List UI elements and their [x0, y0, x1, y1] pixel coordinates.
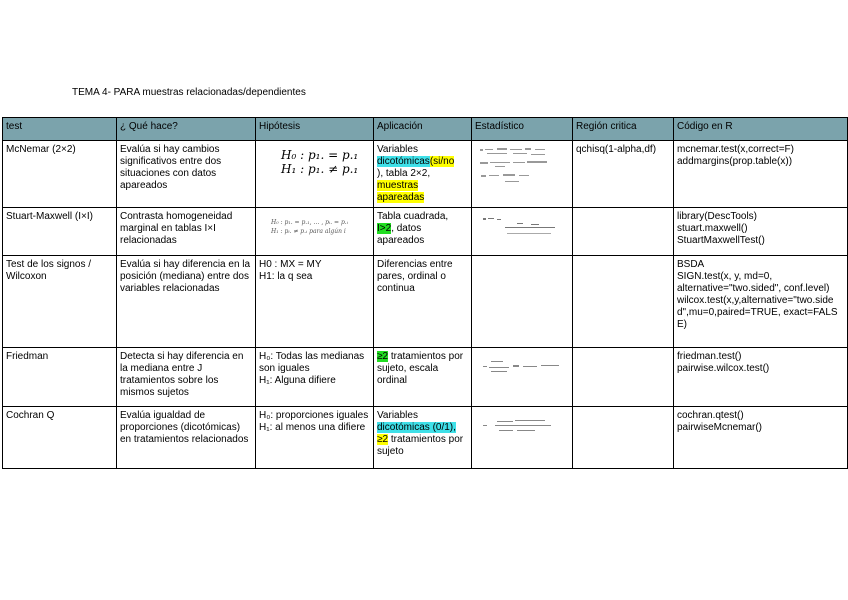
cell-aplicacion: [374, 407, 472, 469]
header-codigo-r: Código en R: [674, 118, 848, 141]
highlight-dicotomicas-01: dicotómicas (0/1),: [377, 422, 456, 433]
cell-que-hace: Contrasta homogeneidad marginal en tablas I×I relacionadas: [117, 208, 256, 256]
cell-estadistico: [472, 407, 573, 469]
code-line: stuart.maxwell(): [677, 223, 748, 234]
hypothesis-line: H₁: Alguna difiere: [259, 375, 336, 386]
hypothesis-h0-formula: H₀ : p₁. = p.₁, … , pᵢ. = p.ᵢ: [271, 219, 348, 226]
code-line: pairwise.wilcox.test(): [677, 363, 770, 374]
highlight-geq-2: ≥2: [377, 351, 389, 362]
cell-hipotesis: [256, 256, 374, 348]
table-row-cochran-q: [3, 407, 848, 469]
table-header-row: [3, 118, 848, 141]
cell-region-critica: [573, 208, 674, 256]
hypothesis-h0-formula: H₀ : p₁. = p.₁: [281, 148, 359, 162]
header-region-critica: Región critica: [573, 118, 674, 141]
hypothesis-line: H1: la q sea: [259, 271, 313, 282]
aplicacion-text: tratamientos por sujeto: [377, 434, 464, 457]
code-line: library(DescTools): [677, 211, 758, 222]
header-test: test: [3, 118, 117, 141]
code-line: mcnemar.test(x,correct=F): [677, 144, 794, 155]
cell-que-hace: Evalúa si hay diferencia en la posición (mediana) entre dos variables relacionadas: [117, 256, 256, 348]
header-hipotesis: Hipótesis: [256, 118, 374, 141]
code-line: SIGN.test(x, y, md=0, alternative="two.sided", conf.level): [677, 271, 830, 294]
cell-region-critica: qchisq(1-alpha,df): [573, 141, 674, 208]
formula-cochran-q-image: [475, 412, 569, 442]
hypothesis-line: H0 : MX = MY: [259, 259, 322, 270]
formula-mcnemar-image: [475, 146, 569, 188]
highlight-i-mayor-2: I>2: [377, 223, 392, 234]
highlight-si-no: (si/no: [429, 156, 455, 167]
cell-region-critica: [573, 407, 674, 469]
tests-table: [2, 117, 848, 469]
highlight-apareadas: apareadas: [377, 192, 425, 203]
aplicacion-text: Variables: [377, 144, 418, 155]
code-line: wilcox.test(x,y,alternative="two.sided",mu=0,paired=TRUE, exact=FALSE): [677, 295, 838, 330]
hypothesis-line: H₁: al menos una difiere: [259, 422, 366, 433]
formula-stuart-maxwell-image: [475, 213, 569, 245]
cell-estadistico: [472, 141, 573, 208]
table-row-signos-wilcoxon: [3, 256, 848, 348]
cell-region-critica: [573, 348, 674, 407]
table-row-stuart-maxwell: [3, 208, 848, 256]
aplicacion-text: Variables: [377, 410, 418, 421]
code-line: StuartMaxwellTest(): [677, 235, 765, 246]
cell-codigo: [674, 348, 848, 407]
hypothesis-h1-formula: H₁ : pᵢ. ≠ p.ᵢ para algún i: [271, 228, 346, 235]
code-line: friedman.test(): [677, 351, 742, 362]
formula-friedman-image: [475, 353, 569, 381]
document-title: TEMA 4- PARA muestras relacionadas/dependientes: [72, 87, 306, 98]
cell-codigo: [674, 407, 848, 469]
cell-hipotesis: [256, 348, 374, 407]
highlight-dicotomicas: dicotómicas: [377, 156, 430, 167]
cell-estadistico: [472, 208, 573, 256]
cell-aplicacion: Diferencias entre pares, ordinal o continua: [374, 256, 472, 348]
cell-test: Test de los signos / Wilcoxon: [3, 256, 117, 348]
hypothesis-h1-formula: H₁ : p₁. ≠ p.₁: [281, 162, 359, 176]
cell-codigo: [674, 208, 848, 256]
table-row-friedman: [3, 348, 848, 407]
hypothesis-line: H₀: Todas las medianas son iguales: [259, 351, 365, 374]
cell-que-hace: Detecta si hay diferencia en la mediana entre J tratamientos sobre los mismos sujetos: [117, 348, 256, 407]
cell-que-hace: Evalúa igualdad de proporciones (dicotómicas) en tratamientos relacionados: [117, 407, 256, 469]
cell-test: Stuart-Maxwell (I×I): [3, 208, 117, 256]
cell-aplicacion: [374, 208, 472, 256]
hypothesis-line: H₀: proporciones iguales: [259, 410, 369, 421]
highlight-muestras: muestras: [377, 180, 419, 191]
aplicacion-text: , datos apareados: [377, 223, 425, 246]
cell-aplicacion: [374, 141, 472, 208]
aplicacion-text: tratamientos por sujeto, escala ordinal: [377, 351, 464, 386]
code-line: addmargins(prop.table(x)): [677, 156, 793, 167]
code-line: cochran.qtest(): [677, 410, 744, 421]
cell-hipotesis: [256, 141, 374, 208]
cell-que-hace: Evalúa si hay cambios significativos entre dos situaciones con datos apareados: [117, 141, 256, 208]
header-aplicacion: Aplicación: [374, 118, 472, 141]
aplicacion-text: ), tabla 2×2,: [377, 168, 431, 179]
cell-test: Cochran Q: [3, 407, 117, 469]
cell-estadistico: [472, 256, 573, 348]
cell-region-critica: [573, 256, 674, 348]
header-que-hace: ¿ Qué hace?: [117, 118, 256, 141]
cell-codigo: [674, 141, 848, 208]
cell-hipotesis: [256, 208, 374, 256]
highlight-geq-2: ≥2: [377, 434, 389, 445]
code-line: BSDA: [677, 259, 705, 270]
cell-codigo: [674, 256, 848, 348]
cell-test: McNemar (2×2): [3, 141, 117, 208]
header-estadistico: Estadístico: [472, 118, 573, 141]
cell-hipotesis: [256, 407, 374, 469]
code-line: pairwiseMcnemar(): [677, 422, 763, 433]
table-row-mcnemar: [3, 141, 848, 208]
cell-estadistico: [472, 348, 573, 407]
aplicacion-text: Tabla cuadrada,: [377, 211, 449, 222]
cell-test: Friedman: [3, 348, 117, 407]
cell-aplicacion: [374, 348, 472, 407]
